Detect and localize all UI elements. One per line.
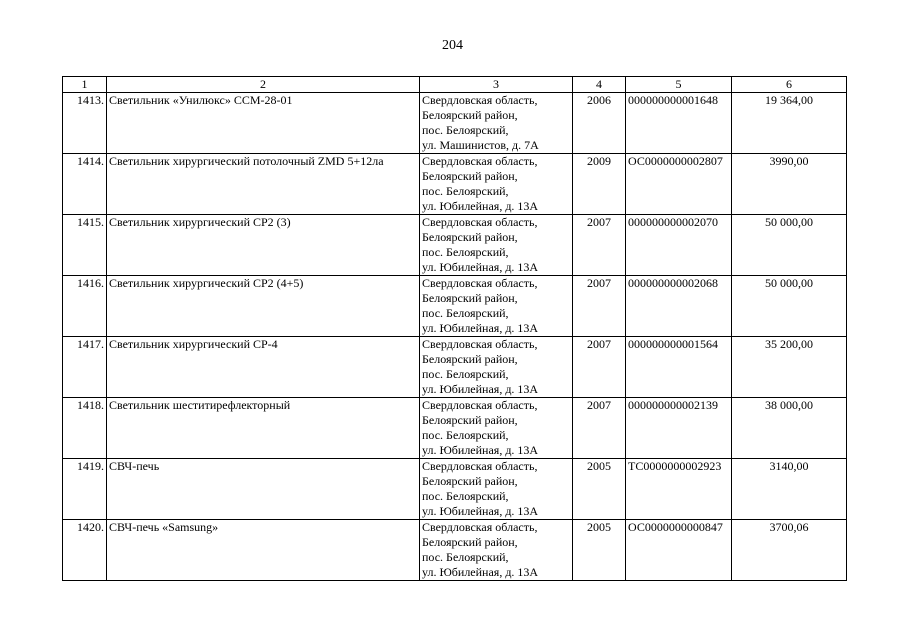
column-header: 5	[626, 77, 732, 93]
row-number: 1415.	[63, 215, 107, 276]
row-number: 1420.	[63, 520, 107, 581]
location-line: Свердловская область,	[422, 459, 538, 473]
item-name: СВЧ-печь «Samsung»	[107, 520, 420, 581]
item-name: Светильник шеститирефлекторный	[107, 398, 420, 459]
location-line: пос. Белоярский,	[422, 367, 509, 381]
item-location	[420, 276, 573, 337]
column-header: 6	[732, 77, 847, 93]
column-header: 4	[573, 77, 626, 93]
table-body	[63, 93, 847, 581]
column-header: 1	[63, 77, 107, 93]
acquisition-year: 2005	[573, 520, 626, 581]
location-line: Белоярский район,	[422, 413, 518, 427]
item-location	[420, 215, 573, 276]
table-row	[63, 215, 847, 276]
location-line: пос. Белоярский,	[422, 489, 509, 503]
acquisition-year: 2007	[573, 215, 626, 276]
item-location	[420, 93, 573, 154]
item-location	[420, 154, 573, 215]
item-name: Светильник «Унилюкс» ССМ-28-01	[107, 93, 420, 154]
row-number: 1419.	[63, 459, 107, 520]
column-header: 2	[107, 77, 420, 93]
location-line: ул. Юбилейная, д. 13А	[422, 199, 539, 213]
inventory-code: 000000000002139	[626, 398, 732, 459]
row-number: 1416.	[63, 276, 107, 337]
inventory-code: ОС0000000002807	[626, 154, 732, 215]
acquisition-year: 2007	[573, 337, 626, 398]
location-line: Белоярский район,	[422, 169, 518, 183]
item-value: 38 000,00	[732, 398, 847, 459]
item-name: Светильник хирургический потолочный ZMD 5+12ла	[107, 154, 420, 215]
location-line: ул. Машинистов, д. 7А	[422, 138, 539, 152]
item-name: СВЧ-печь	[107, 459, 420, 520]
table-row	[63, 337, 847, 398]
item-value: 35 200,00	[732, 337, 847, 398]
location-line: ул. Юбилейная, д. 13А	[422, 565, 539, 579]
location-line: Белоярский район,	[422, 291, 518, 305]
location-line: Белоярский район,	[422, 474, 518, 488]
header-row	[63, 77, 847, 93]
row-number: 1417.	[63, 337, 107, 398]
location-line: пос. Белоярский,	[422, 306, 509, 320]
table-row	[63, 520, 847, 581]
location-line: ул. Юбилейная, д. 13А	[422, 382, 539, 396]
location-line: ул. Юбилейная, д. 13А	[422, 443, 539, 457]
location-line: ул. Юбилейная, д. 13А	[422, 321, 539, 335]
table-row	[63, 459, 847, 520]
table-row	[63, 93, 847, 154]
location-line: Свердловская область,	[422, 337, 538, 351]
location-line: Белоярский район,	[422, 230, 518, 244]
item-location	[420, 398, 573, 459]
inventory-code: 000000000001648	[626, 93, 732, 154]
location-line: пос. Белоярский,	[422, 550, 509, 564]
location-line: Белоярский район,	[422, 352, 518, 366]
item-location	[420, 337, 573, 398]
item-value: 50 000,00	[732, 215, 847, 276]
inventory-code: ТС0000000002923	[626, 459, 732, 520]
acquisition-year: 2006	[573, 93, 626, 154]
acquisition-year: 2007	[573, 276, 626, 337]
inventory-table	[62, 76, 847, 581]
location-line: Белоярский район,	[422, 108, 518, 122]
location-line: пос. Белоярский,	[422, 245, 509, 259]
inventory-code: ОС0000000000847	[626, 520, 732, 581]
row-number: 1414.	[63, 154, 107, 215]
table-row	[63, 398, 847, 459]
item-name: Светильник хирургический СР2 (4+5)	[107, 276, 420, 337]
location-line: Свердловская область,	[422, 215, 538, 229]
row-number: 1418.	[63, 398, 107, 459]
inventory-code: 000000000002070	[626, 215, 732, 276]
page-number: 204	[442, 38, 463, 53]
column-header: 3	[420, 77, 573, 93]
location-line: пос. Белоярский,	[422, 123, 509, 137]
location-line: Свердловская область,	[422, 398, 538, 412]
location-line: Белоярский район,	[422, 535, 518, 549]
item-value: 3140,00	[732, 459, 847, 520]
location-line: ул. Юбилейная, д. 13А	[422, 260, 539, 274]
location-line: Свердловская область,	[422, 520, 538, 534]
inventory-code: 000000000001564	[626, 337, 732, 398]
table-row	[63, 154, 847, 215]
row-number: 1413.	[63, 93, 107, 154]
location-line: пос. Белоярский,	[422, 184, 509, 198]
location-line: пос. Белоярский,	[422, 428, 509, 442]
inventory-code: 000000000002068	[626, 276, 732, 337]
item-name: Светильник хирургический СР-4	[107, 337, 420, 398]
location-line: Свердловская область,	[422, 154, 538, 168]
acquisition-year: 2005	[573, 459, 626, 520]
location-line: ул. Юбилейная, д. 13А	[422, 504, 539, 518]
location-line: Свердловская область,	[422, 276, 538, 290]
acquisition-year: 2009	[573, 154, 626, 215]
item-location	[420, 520, 573, 581]
table-row	[63, 276, 847, 337]
location-line: Свердловская область,	[422, 93, 538, 107]
item-value: 3990,00	[732, 154, 847, 215]
acquisition-year: 2007	[573, 398, 626, 459]
item-value: 50 000,00	[732, 276, 847, 337]
item-location	[420, 459, 573, 520]
item-value: 3700,06	[732, 520, 847, 581]
item-value: 19 364,00	[732, 93, 847, 154]
item-name: Светильник хирургический СР2 (3)	[107, 215, 420, 276]
